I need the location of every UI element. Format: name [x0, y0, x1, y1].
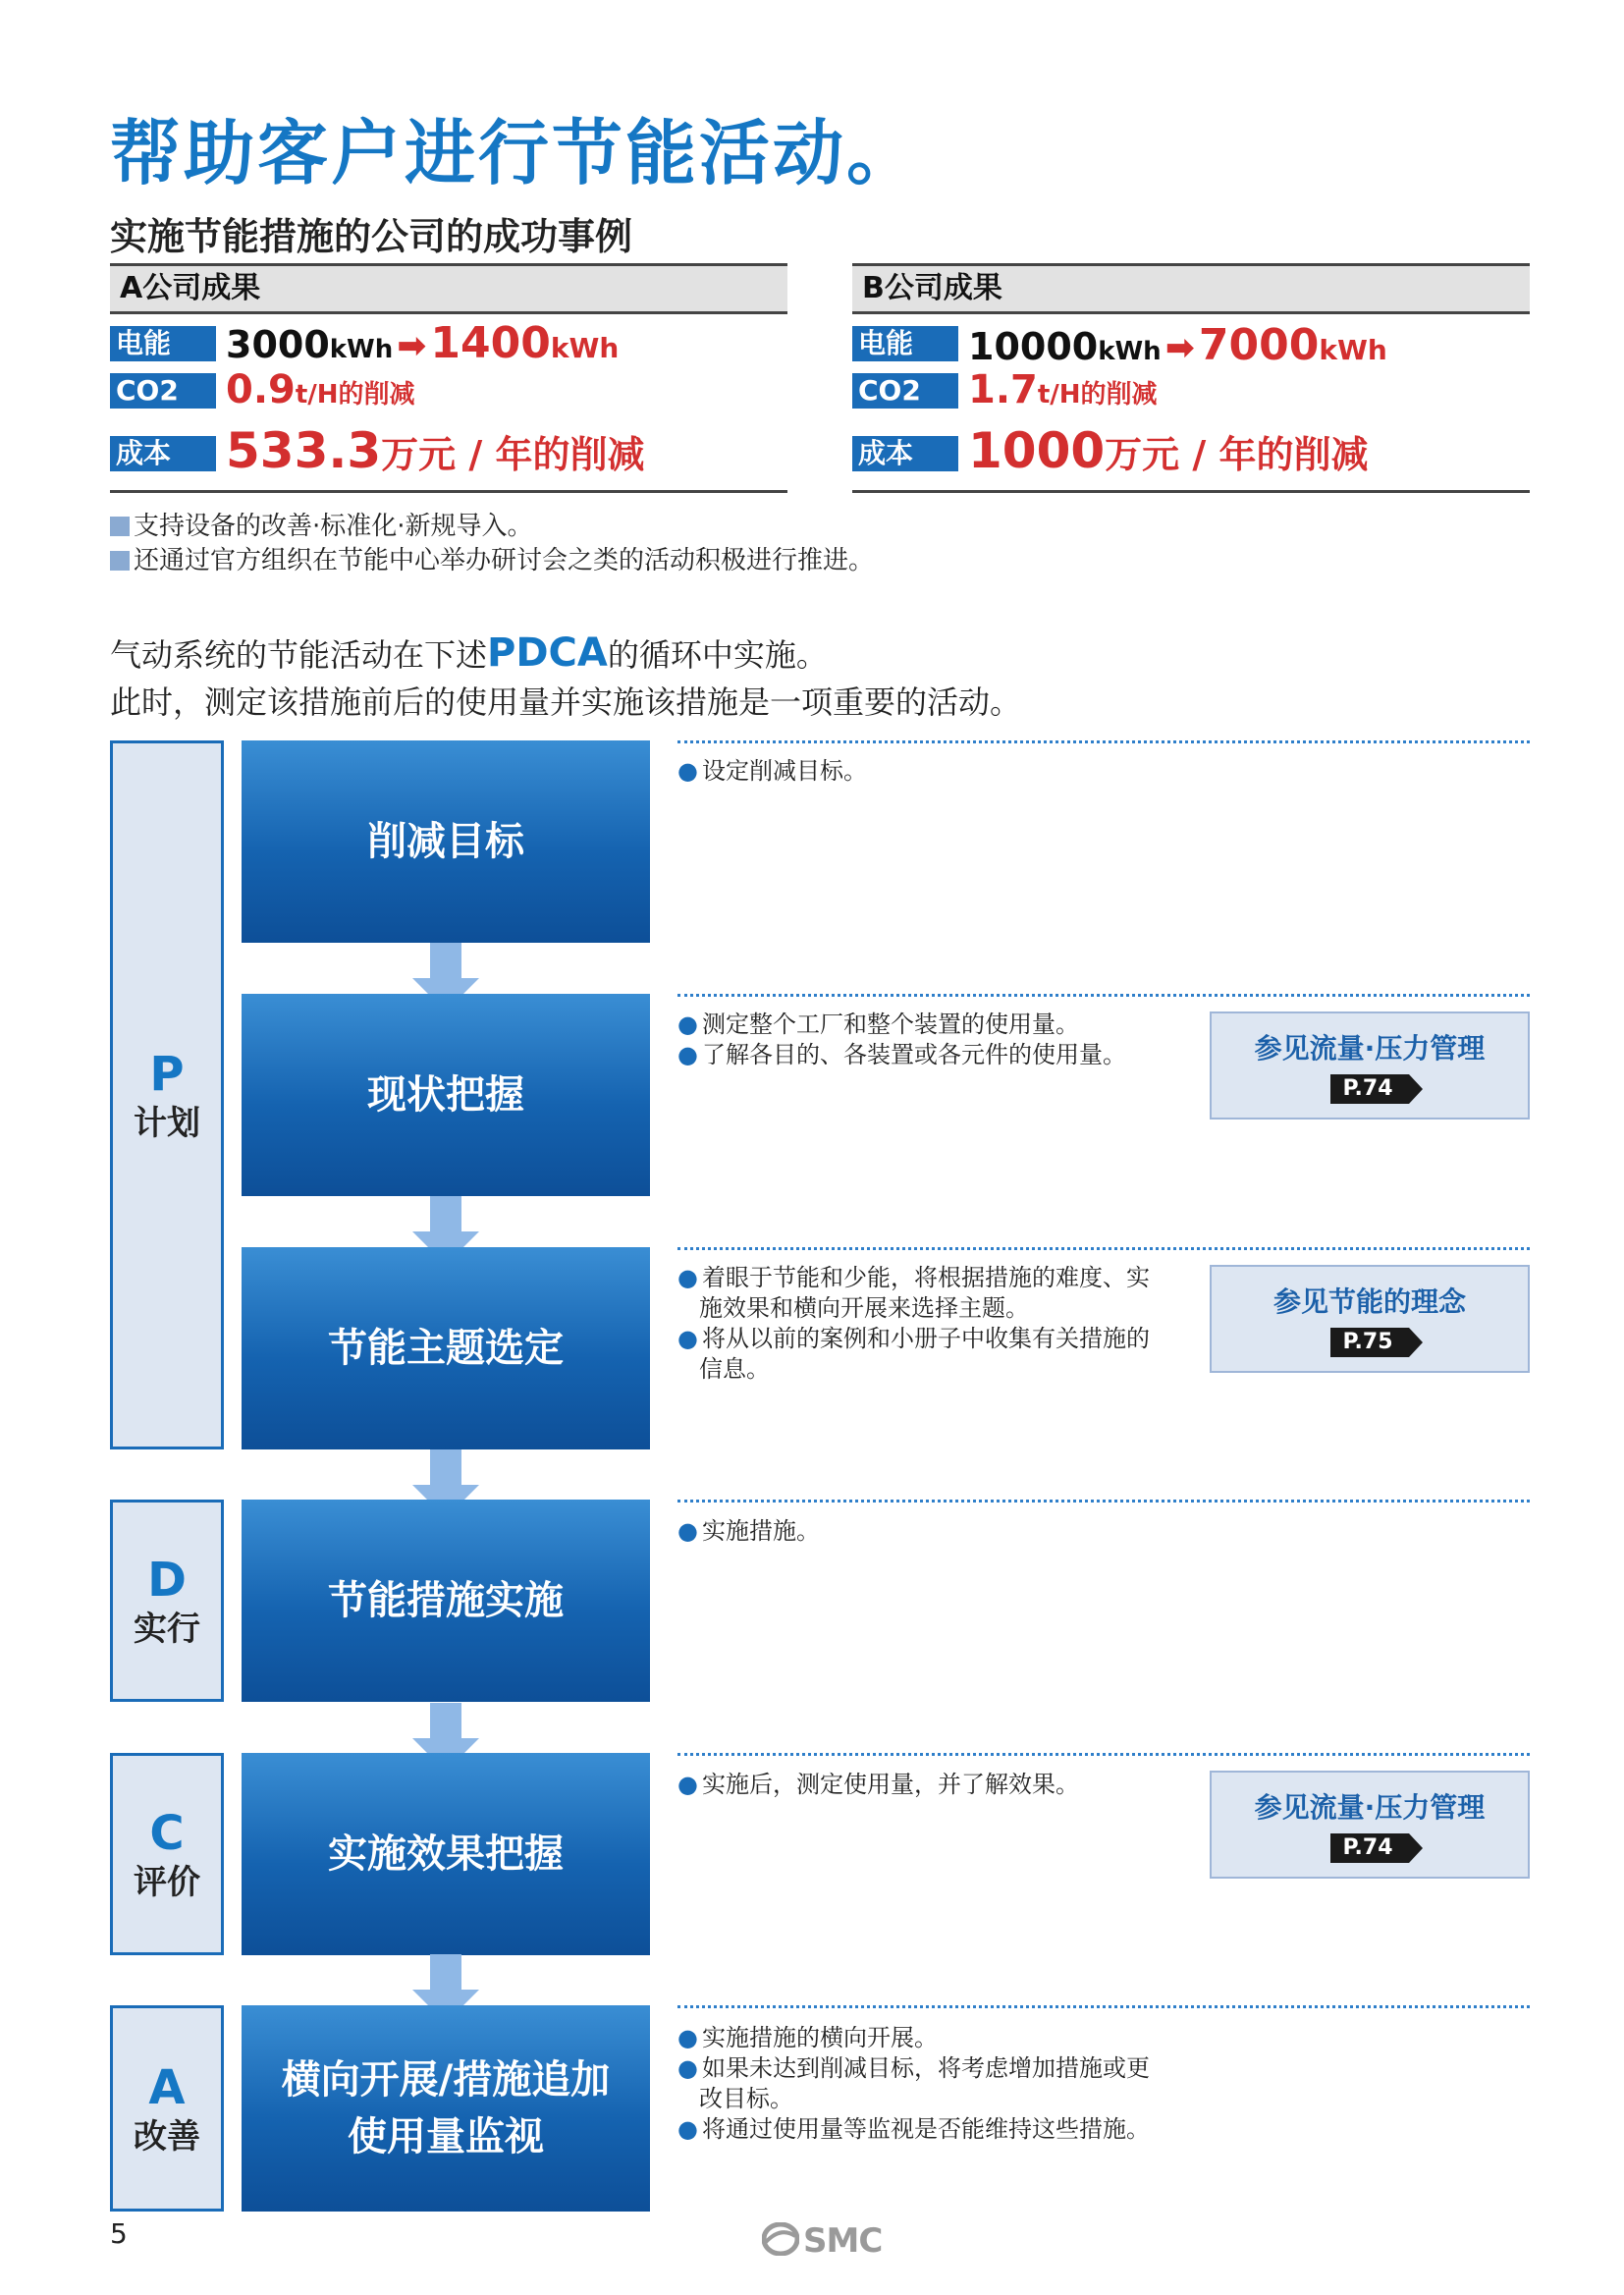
cost-value: 533.3 — [226, 422, 382, 479]
bullet-item: ● 将通过使用量等监视是否能维持这些措施。 — [677, 2114, 1168, 2145]
step-2-notes — [677, 1010, 1168, 1070]
step-3-notes — [677, 1263, 1168, 1385]
step-5-notes — [677, 1770, 1168, 1800]
co2-tag: CO2 — [110, 373, 216, 409]
section-subtitle: 实施节能措施的公司的成功事例 — [110, 215, 633, 258]
arrow-right-icon: ➡ — [1164, 328, 1195, 368]
phase-letter: D — [147, 1553, 187, 1608]
page-number: 5 — [110, 2217, 128, 2250]
step-4-notes — [677, 1516, 1168, 1547]
company-b-results — [852, 263, 1530, 493]
reference-page-tag: P.74 — [1330, 1833, 1408, 1863]
electric-result — [968, 320, 1387, 370]
cost-result — [226, 422, 645, 479]
intro-line-2: 此时，测定该措施前后的使用量并实施该措施是一项重要的活动。 — [110, 683, 1022, 721]
step-1-notes — [677, 756, 1168, 787]
dotted-divider — [677, 1247, 1530, 1250]
bullet-item: ● 实施措施。 — [677, 1516, 1168, 1547]
step-current-status: 现状把握 — [242, 994, 650, 1196]
dotted-divider — [677, 740, 1530, 743]
co2-value: 0.9 — [226, 367, 296, 412]
bullet-item: ● 设定削减目标。 — [677, 756, 1168, 787]
reference-link-flow-pressure[interactable] — [1210, 1011, 1530, 1120]
electric-tag: 电能 — [852, 326, 958, 361]
co2-result — [226, 367, 415, 412]
smc-logo — [762, 2221, 882, 2265]
phase-name: 改善 — [134, 2117, 200, 2157]
reference-page-tag: P.74 — [1330, 1074, 1408, 1104]
divider — [852, 490, 1530, 493]
co2-value: 1.7 — [968, 367, 1038, 412]
reference-title: 参见流量·压力管理 — [1254, 1032, 1486, 1065]
reference-link-energy-concept[interactable] — [1210, 1265, 1530, 1373]
co2-result — [968, 367, 1158, 412]
kwh-unit: kWh — [550, 332, 620, 364]
phase-name: 评价 — [134, 1863, 200, 1902]
intro-line-1: 气动系统的节能活动在下述PDCA的循环中实施。 — [110, 630, 828, 676]
phase-letter: A — [148, 2060, 186, 2115]
co2-unit: t/H的削减 — [295, 380, 415, 410]
company-a-results — [110, 263, 787, 493]
logo-mark-icon — [762, 2222, 799, 2265]
phase-do — [110, 1500, 224, 1702]
bullet-item: ● 如果未达到削减目标，将考虑增加措施或更改目标。 — [677, 2053, 1168, 2114]
cost-result — [968, 422, 1369, 479]
step-expansion-monitoring: 横向开展/措施追加 使用量监视 — [242, 2005, 650, 2212]
phase-plan — [110, 740, 224, 1449]
bullet-item: ● 将从以前的案例和小册子中收集有关措施的信息。 — [677, 1324, 1168, 1385]
step-6-notes — [677, 2023, 1168, 2145]
electric-after-value: 1400 — [430, 318, 551, 368]
electric-before-value: 3000 — [226, 323, 330, 366]
bullet-item: ● 实施后，测定使用量，并了解效果。 — [677, 1770, 1168, 1800]
co2-unit: t/H的削减 — [1037, 380, 1158, 410]
reference-title: 参见节能的理念 — [1272, 1285, 1466, 1318]
bullet-item: ● 测定整个工厂和整个装置的使用量。 — [677, 1010, 1168, 1040]
square-bullet-icon — [110, 517, 130, 536]
cost-tag: 成本 — [852, 436, 958, 471]
company-a-heading: A公司成果 — [110, 263, 787, 314]
co2-tag: CO2 — [852, 373, 958, 409]
divider — [110, 490, 787, 493]
phase-name: 计划 — [134, 1104, 200, 1143]
cost-unit: 万元 / 年的削减 — [1105, 433, 1369, 476]
phase-letter: C — [149, 1806, 185, 1861]
company-b-heading: B公司成果 — [852, 263, 1530, 314]
electric-after-value: 7000 — [1198, 320, 1320, 370]
logo-text: SMC — [803, 2221, 883, 2261]
cost-value: 1000 — [968, 422, 1106, 479]
step-effect-evaluation: 实施效果把握 — [242, 1753, 650, 1955]
step-theme-selection: 节能主题选定 — [242, 1247, 650, 1449]
reference-link-flow-pressure[interactable] — [1210, 1771, 1530, 1879]
kwh-unit: kWh — [1098, 337, 1162, 366]
phase-letter: P — [149, 1047, 185, 1102]
dotted-divider — [677, 1500, 1530, 1503]
phase-name: 实行 — [134, 1610, 200, 1649]
dotted-divider — [677, 2005, 1530, 2008]
bullet-item: ● 实施措施的横向开展。 — [677, 2023, 1168, 2053]
bullet-item: ● 了解各目的、各装置或各元件的使用量。 — [677, 1040, 1168, 1070]
cost-unit: 万元 / 年的削减 — [381, 433, 645, 476]
step-reduction-target: 削减目标 — [242, 740, 650, 943]
electric-result — [226, 318, 619, 368]
kwh-unit: kWh — [1319, 334, 1387, 366]
bullet-item: ● 着眼于节能和少能，将根据措施的难度、实施效果和横向开展来选择主题。 — [677, 1263, 1168, 1324]
pdca-highlight: PDCA — [487, 630, 608, 676]
cost-tag: 成本 — [110, 436, 216, 471]
step-implementation: 节能措施实施 — [242, 1500, 650, 1702]
dotted-divider — [677, 994, 1530, 997]
note-item: 还通过官方组织在节能中心举办研讨会之类的活动积极进行推进。 — [110, 540, 874, 576]
reference-title: 参见流量·压力管理 — [1254, 1791, 1486, 1824]
electric-before-value: 10000 — [968, 325, 1099, 368]
note-item: 支持设备的改善·标准化·新规导入。 — [110, 506, 533, 542]
dotted-divider — [677, 1753, 1530, 1756]
kwh-unit: kWh — [329, 335, 394, 364]
phase-act — [110, 2005, 224, 2212]
arrow-right-icon: ➡ — [397, 326, 427, 366]
square-bullet-icon — [110, 551, 130, 571]
electric-tag: 电能 — [110, 326, 216, 361]
phase-check — [110, 1753, 224, 1955]
reference-page-tag: P.75 — [1330, 1328, 1408, 1357]
page-title: 帮助客户进行节能活动。 — [110, 112, 921, 194]
